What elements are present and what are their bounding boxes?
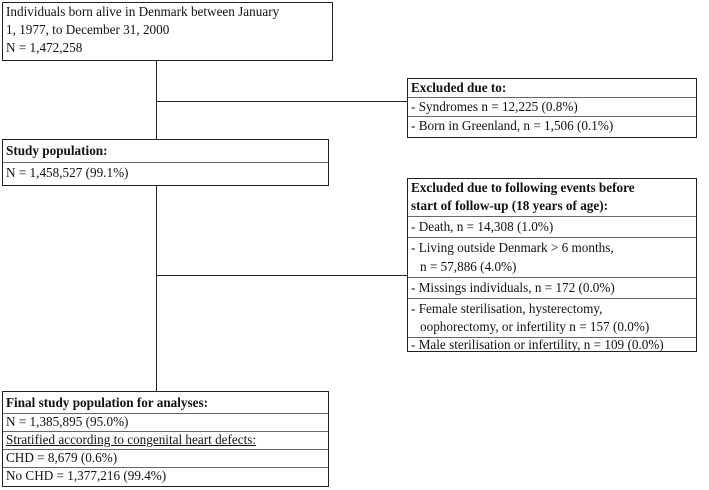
excluded2-item-death: - Death, n = 14,308 (1.0%) (411, 219, 554, 234)
excluded1-item-syndromes: - Syndromes n = 12,225 (0.8%) (411, 99, 578, 114)
excluded2-separator-1 (408, 216, 696, 217)
excluded2-item-missings: - Missings individuals, n = 172 (0.0%) (411, 280, 615, 295)
excluded2-item-female: - Female sterilisation, hysterectomy, (411, 301, 603, 316)
study-population-separator (3, 162, 328, 163)
source-line-2: 1, 1977, to December 31, 2000 (6, 22, 170, 37)
excluded1-item-greenland: - Born in Greenland, n = 1,506 (0.1%) (411, 118, 614, 133)
excluded1-separator-1 (408, 97, 696, 98)
study-population-title: Study population: (6, 143, 108, 158)
excluded2-item-living-outside-n: n = 57,886 (4.0%) (420, 259, 517, 274)
excluded2-item-male: - Male sterilisation or infertility, n = 109 (0.0%) (411, 337, 664, 352)
final-title: Final study population for analyses: (6, 395, 209, 410)
excluded2-title-line-2: start of follow-up (18 years of age): (411, 198, 609, 213)
connector-vertical-top (156, 61, 157, 139)
study-population-box (2, 139, 329, 186)
excluded2-separator-3 (408, 277, 696, 278)
excluded2-item-living-outside: - Living outside Denmark > 6 months, (411, 240, 614, 255)
source-population-box (2, 2, 333, 61)
excluded2-title-line-1: Excluded due to following events before (411, 180, 635, 195)
excluded2-separator-2 (408, 237, 696, 238)
source-n-line: N = 1,472,258 (6, 40, 83, 55)
connector-to-excluded1 (156, 101, 407, 102)
excluded2-separator-4 (408, 298, 696, 299)
final-n: N = 1,385,895 (95.0%) (6, 414, 129, 429)
final-no-chd: No CHD = 1,377,216 (99.4%) (6, 468, 167, 483)
connector-vertical-bottom (156, 186, 157, 391)
study-population-n: N = 1,458,527 (99.1%) (6, 165, 129, 180)
excluded1-title: Excluded due to: (411, 80, 507, 95)
final-chd: CHD = 8,679 (0.6%) (6, 450, 118, 465)
excluded2-item-female-n: oophorectomy, or infertility n = 157 (0.0%) (420, 319, 650, 334)
excluded-box-2 (407, 178, 697, 352)
connector-to-excluded2 (156, 275, 407, 276)
source-line-1: Individuals born alive in Denmark between January (6, 4, 280, 19)
final-population-box (2, 391, 329, 487)
excluded1-separator-2 (408, 116, 696, 117)
excluded-box-1 (407, 78, 697, 138)
final-stratified: Stratified according to congenital heart defects: (6, 432, 257, 447)
